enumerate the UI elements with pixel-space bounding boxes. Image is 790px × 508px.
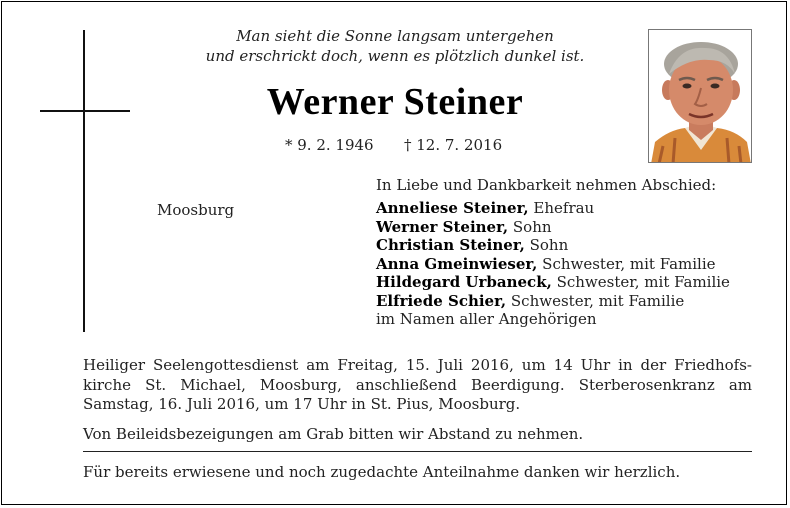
- cross-horizontal-bar: [40, 110, 130, 112]
- service-announcement: Heiliger Seelengottesdienst am Freitag, 15. Juli 2016, um 14 Uhr in der Friedhofs-kirche St. Michael, Moosburg, anschließend Beerdigung. Sterberosenkranz am Samstag, 16. Juli 2016, um 17 Uhr in St. Pius, Moosburg.: [83, 356, 752, 413]
- mourner-relation: Schwester, mit Familie: [506, 291, 685, 310]
- poem-line-1: Man sieht die Sonne langsam untergehen: [236, 27, 554, 45]
- death-date: † 12. 7. 2016: [404, 136, 503, 154]
- place-name: Moosburg: [157, 201, 235, 219]
- divider-rule: [83, 451, 752, 452]
- mourner-name: Werner Steiner,: [376, 217, 509, 236]
- mourner-name: Elfriede Schier,: [376, 291, 507, 310]
- portrait-photo: [648, 29, 752, 163]
- deceased-name: Werner Steiner: [266, 81, 524, 123]
- mourner-entry: [376, 273, 730, 292]
- poem-line-2: und erschrickt doch, wenn es plötzlich dunkel ist.: [205, 47, 585, 65]
- mourners-list: [376, 199, 730, 329]
- birth-date: * 9. 2. 1946: [285, 136, 374, 154]
- mourner-relation: Sohn: [508, 217, 552, 236]
- mourner-relation: Ehefrau: [528, 199, 595, 217]
- thanks-line: Für bereits erwiesene und noch zugedachte Anteilnahme danken wir herzlich.: [83, 463, 681, 481]
- cross-vertical-bar: [83, 30, 85, 332]
- condolence-request: Von Beileidsbezeigungen am Grab bitten wir Abstand zu nehmen.: [83, 425, 584, 443]
- farewell-line: In Liebe und Dankbarkeit nehmen Abschied:: [376, 176, 717, 194]
- mourner-entry: [376, 218, 730, 237]
- mourner-name: Anneliese Steiner,: [376, 199, 529, 217]
- portrait-illustration: [649, 30, 752, 163]
- mourner-entry: [376, 292, 730, 311]
- mourner-entry: [376, 236, 730, 255]
- mourner-name: Hildegard Urbaneck,: [376, 273, 552, 291]
- mourner-relation: Schwester, mit Familie: [537, 254, 716, 273]
- mourner-entry: [376, 199, 730, 218]
- mourners-closing: im Namen aller Angehörigen: [376, 310, 597, 328]
- mourner-relation: Sohn: [524, 236, 569, 254]
- mourner-entry: [376, 255, 730, 274]
- mourner-name: Christian Steiner,: [376, 236, 525, 254]
- mourner-name: Anna Gmeinwieser,: [376, 254, 538, 273]
- mourner-relation: Schwester, mit Familie: [551, 273, 730, 291]
